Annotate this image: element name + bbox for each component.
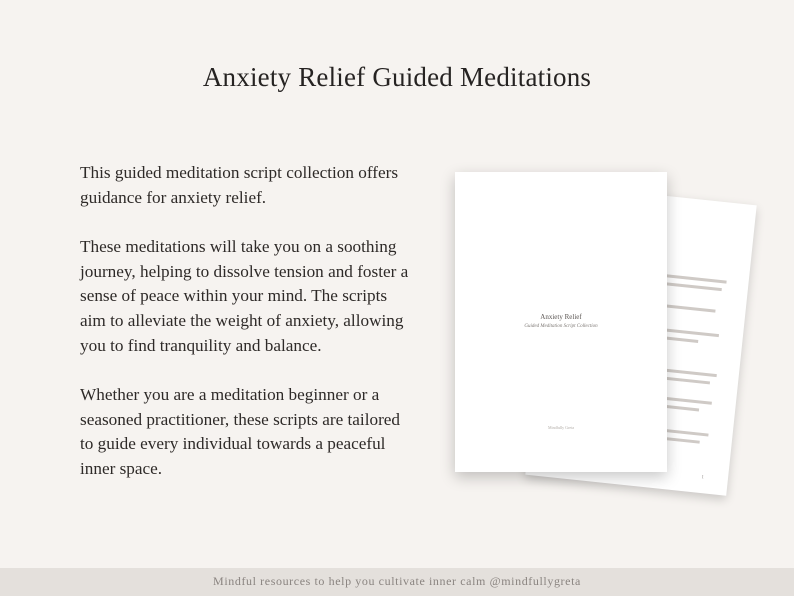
description-paragraph-2: These meditations will take you on a soothing journey, helping to dissolve tension and foster a sense of peace within your mind. The scripts aim to alleviate the weight of anxiety, allowing you to find tranquility and balance. [80,237,409,355]
footer-text: Mindful resources to help you cultivate inner calm @mindfullygreta [213,574,581,588]
page-number: 1 [701,474,705,480]
text-line [659,328,719,337]
page-title: Anxiety Relief Guided Meditations [202,62,592,92]
cover-author: Mindfully Greta [547,425,575,430]
text-line [664,282,722,291]
cover-title: Anxiety Relief [540,313,582,321]
mockup-cover-page [455,172,667,472]
description-paragraph-3: Whether you are a meditation beginner or a seasoned practitioner, these scripts are tailored to guide every individual towards a peaceful inner space. [80,385,401,478]
text-line [662,304,716,313]
description [80,161,410,507]
description-paragraph-1: This guided meditation script collection offers guidance for anxiety relief. [80,163,399,207]
footer [0,568,794,596]
cover-subtitle: Guided Meditation Script Collection [524,324,598,329]
